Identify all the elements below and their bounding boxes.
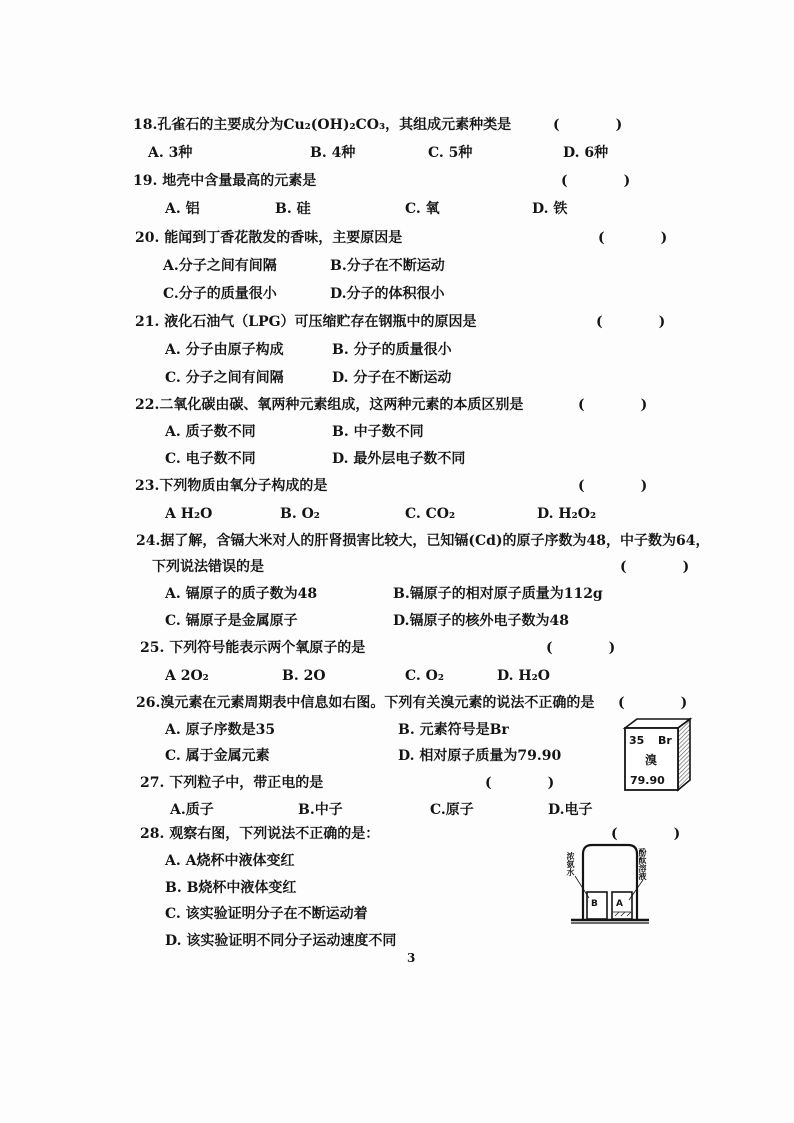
option-c: C. 5种 xyxy=(428,145,473,161)
question-27-stem: 27. 下列粒子中，带正电的是 xyxy=(140,775,324,791)
option-d: D.镉原子的核外电子数为48 xyxy=(393,613,569,629)
option-c: C. CO₂ xyxy=(405,506,456,522)
option-c: C. O₂ xyxy=(405,668,444,684)
option-c: C. 该实验证明分子在不断运动着 xyxy=(165,906,368,922)
question-26-stem: 26.溴元素在元素周期表中信息如右图。下列有关溴元素的说法不正确的是 xyxy=(136,695,595,711)
answer-bracket: ( ) xyxy=(485,775,555,791)
question-20-stem: 20. 能闻到丁香花散发的香味，主要原因是 xyxy=(135,230,403,246)
answer-bracket: ( ) xyxy=(546,640,616,656)
page-number: 3 xyxy=(407,951,416,965)
option-d: D. 相对原子质量为79.90 xyxy=(398,748,562,764)
option-d: D. 分子在不断运动 xyxy=(332,370,452,386)
question-24-stem-line2: 下列说法错误的是 xyxy=(152,559,264,575)
answer-bracket: ( ) xyxy=(578,478,648,494)
element-card-bromine xyxy=(622,716,694,794)
answer-bracket: ( ) xyxy=(553,117,623,133)
option-d: D.分子的体积很小 xyxy=(330,286,445,302)
answer-bracket: ( ) xyxy=(611,826,681,842)
option-c: C. 属于金属元素 xyxy=(165,748,270,764)
option-b: B.中子 xyxy=(298,802,343,818)
option-c: C. 分子之间有间隔 xyxy=(165,370,284,386)
option-a: A. 质子数不同 xyxy=(165,424,256,440)
option-a: A 2O₂ xyxy=(165,668,209,684)
beaker-label-a: A xyxy=(616,899,623,909)
option-c: C.原子 xyxy=(430,802,474,818)
option-d: D. 6种 xyxy=(563,145,609,161)
answer-bracket: ( ) xyxy=(618,695,688,711)
answer-bracket: ( ) xyxy=(561,173,631,189)
question-28-stem: 28. 观察右图，下列说法不正确的是： xyxy=(140,826,380,842)
option-b: B. 硅 xyxy=(275,201,311,217)
option-d: D. 铁 xyxy=(532,201,568,217)
option-a: A. 分子由原子构成 xyxy=(165,342,284,358)
option-b: B. B烧杯中液体变红 xyxy=(165,880,297,896)
option-c: C. 镉原子是金属原子 xyxy=(165,613,298,629)
option-b: B.分子在不断运动 xyxy=(330,258,445,274)
option-c: C.分子的质量很小 xyxy=(163,286,277,302)
answer-bracket: ( ) xyxy=(578,397,648,413)
option-b: B. 中子数不同 xyxy=(332,424,424,440)
beaker-label-b: B xyxy=(591,899,598,909)
option-c: C. 电子数不同 xyxy=(165,451,256,467)
option-b: B. O₂ xyxy=(280,506,320,522)
option-a: A.分子之间有间隔 xyxy=(163,258,277,274)
option-d: D. 最外层电子数不同 xyxy=(332,451,466,467)
element-name: 溴 xyxy=(645,753,658,767)
question-18-stem: 18.孔雀石的主要成分为Cu₂(OH)₂CO₃，其组成元素种类是 xyxy=(133,117,512,133)
question-23-stem: 23.下列物质由氧分子构成的是 xyxy=(135,478,328,494)
option-a: A. A烧杯中液体变红 xyxy=(165,853,295,869)
option-a: A. 原子序数是35 xyxy=(165,722,276,738)
option-d: D. 该实验证明不同分子运动速度不同 xyxy=(165,933,397,949)
question-24-stem: 24.据了解，含镉大米对人的肝肾损害比较大，已知镉(Cd)的原子序数为48，中子数为64， xyxy=(136,533,710,549)
option-d: D. H₂O₂ xyxy=(537,506,597,522)
figure-label-right: 酚酞溶液 xyxy=(638,848,648,880)
option-b: B. 2O xyxy=(282,668,326,684)
answer-bracket: ( ) xyxy=(596,314,666,330)
option-a: A.质子 xyxy=(170,802,214,818)
question-19-stem: 19. 地壳中含量最高的元素是 xyxy=(133,173,317,189)
option-c: C. 氧 xyxy=(405,201,440,217)
option-a: A. 铝 xyxy=(165,201,200,217)
element-symbol: Br xyxy=(658,734,672,747)
question-21-stem: 21. 液化石油气（LPG）可压缩贮存在钢瓶中的原因是 xyxy=(135,314,477,330)
figure-label-left: 浓氨水 xyxy=(566,852,576,876)
option-a: A. 镉原子的质子数为48 xyxy=(165,586,318,602)
option-b: B.镉原子的相对原子质量为112g xyxy=(393,586,603,602)
option-d: D.电子 xyxy=(548,802,593,818)
atomic-mass: 79.90 xyxy=(630,774,665,787)
option-a: A. 3种 xyxy=(148,145,193,161)
atomic-number: 35 xyxy=(629,734,645,747)
question-25-stem: 25. 下列符号能表示两个氧原子的是 xyxy=(140,640,366,656)
card-side-face xyxy=(678,719,690,790)
option-a: A H₂O xyxy=(165,506,213,522)
answer-bracket: ( ) xyxy=(598,230,668,246)
answer-bracket: ( ) xyxy=(620,559,690,575)
option-b: B. 元素符号是Br xyxy=(398,722,509,738)
option-b: B. 分子的质量很小 xyxy=(332,342,452,358)
option-d: D. H₂O xyxy=(497,668,550,684)
question-22-stem: 22.二氧化碳由碳、氧两种元素组成，这两种元素的本质区别是 xyxy=(135,397,524,413)
option-b: B. 4种 xyxy=(310,145,356,161)
